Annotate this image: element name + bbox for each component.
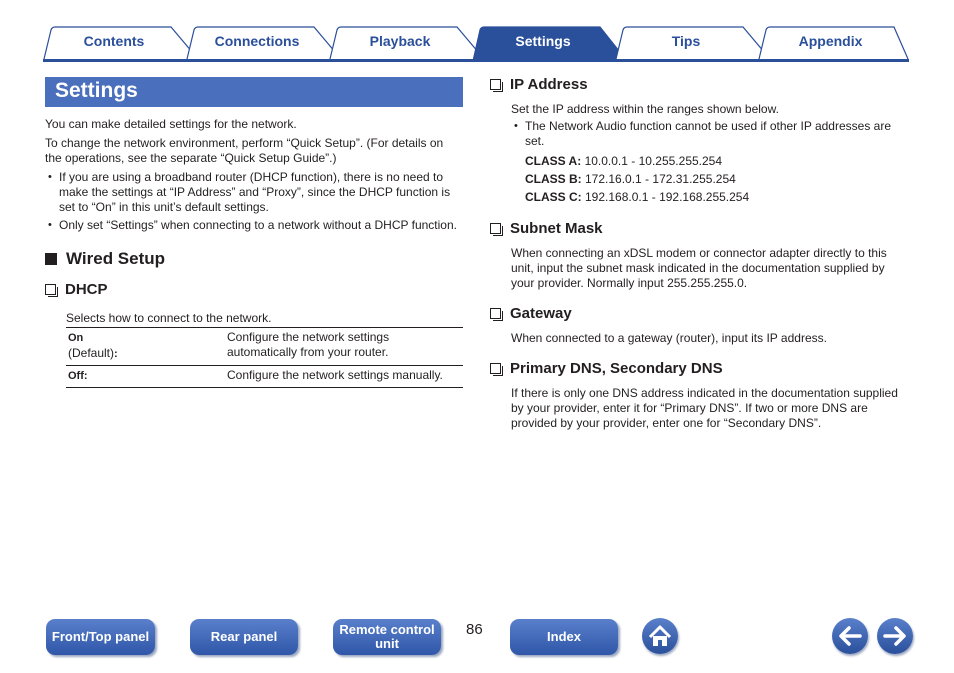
section-description: If there is only one DNS address indicated in the documentation supplied by your provider, enter it for “Primary DNS”. If two or more DNS are provided by your provider, enter one for “Secondary DNS”.: [511, 386, 898, 430]
option-key: [66, 366, 225, 388]
section-heading-label: Wired Setup: [66, 249, 166, 268]
gateway-section: [490, 305, 910, 346]
tab-contents[interactable]: [43, 26, 199, 60]
left-column: [45, 77, 463, 388]
intro-text: To change the network environment, perform “Quick Setup”. (For details on the operations, see the separate “Quick Setup Guide”.): [45, 136, 444, 165]
checkbox-bullet-icon: [490, 79, 501, 90]
ip-class-row: [525, 170, 910, 188]
intro-text: You can make detailed settings for the network.: [45, 117, 297, 131]
subsection-heading-label: Primary DNS, Secondary DNS: [510, 360, 723, 377]
ip-address-section: [490, 76, 910, 206]
subsection-heading: [490, 220, 910, 237]
page-title: Settings: [45, 77, 463, 107]
ip-class-range: 192.168.0.1 - 192.168.255.254: [581, 190, 750, 204]
tab-label: Settings: [515, 33, 571, 49]
options-table: [66, 327, 463, 388]
dhcp-description: Selects how to connect to the network.: [66, 311, 272, 325]
dns-section: [490, 360, 910, 431]
arrow-right-icon: [877, 618, 913, 654]
option-description: Configure the network settings automatically from your router.: [225, 328, 463, 366]
home-button[interactable]: [642, 618, 678, 654]
ip-class-list: [525, 152, 910, 206]
ip-class-label: CLASS B:: [525, 172, 582, 186]
tab-label: Contents: [83, 33, 145, 49]
ip-class-label: CLASS C:: [525, 190, 582, 204]
subsection-heading-label: Gateway: [510, 305, 572, 322]
right-column: [490, 76, 910, 445]
next-page-button[interactable]: [877, 618, 913, 654]
note-list: [45, 170, 463, 233]
remote-control-unit-button[interactable]: Remote control unit: [333, 619, 441, 655]
subnet-mask-section: [490, 220, 910, 291]
tab-appendix[interactable]: [758, 26, 909, 60]
option-name: On: [68, 332, 84, 344]
page-number: 86: [466, 621, 483, 638]
checkbox-bullet-icon: [490, 363, 501, 374]
ip-class-label: CLASS A:: [525, 154, 582, 168]
note-list: [511, 119, 910, 149]
list-item: • If you are using a broadband router (DHCP function), there is no need to make the settings at “IP Address” and “Proxy”, since the DHCP function is set to “On” in this unit’s default settings.: [45, 170, 463, 215]
tab-label: Connections: [214, 33, 300, 49]
section-description: When connecting an xDSL modem or connector adapter directly to this unit, input the subnet mask indicated in the documentation supplied by your provider. Normally input 255.255.255.0.: [511, 246, 887, 290]
tab-bar: [43, 26, 909, 62]
list-item: • Only set “Settings” when connecting to a network without a DHCP function.: [45, 218, 463, 233]
ip-class-row: [525, 188, 910, 206]
option-colon: :: [114, 348, 118, 360]
tab-tips[interactable]: [615, 26, 771, 60]
subsection-heading: [45, 281, 463, 298]
subsection-heading-label: IP Address: [510, 76, 588, 93]
subsection-heading: [490, 360, 910, 377]
square-bullet-icon: [45, 253, 57, 265]
section-description: Set the IP address within the ranges shown below.: [511, 102, 779, 116]
rear-panel-button[interactable]: Rear panel: [190, 619, 298, 655]
table-row: [66, 366, 463, 388]
tab-connections[interactable]: [186, 26, 342, 60]
previous-page-button[interactable]: [832, 618, 868, 654]
section-description: When connected to a gateway (router), input its IP address.: [511, 331, 827, 345]
index-button[interactable]: Index: [510, 619, 618, 655]
tab-label: Playback: [369, 33, 431, 49]
section-heading: [45, 249, 463, 269]
tab-label: Tips: [671, 33, 701, 49]
ip-class-range: 10.0.0.1 - 10.255.255.254: [581, 154, 723, 168]
checkbox-bullet-icon: [490, 308, 501, 319]
option-default: (Default): [68, 346, 115, 360]
front-top-panel-button[interactable]: Front/Top panel: [46, 619, 155, 655]
tab-label: Appendix: [798, 33, 863, 49]
option-description: Configure the network settings manually.: [225, 366, 463, 388]
home-icon: [642, 618, 678, 654]
tab-underline: [43, 59, 909, 62]
ip-class-row: [525, 152, 910, 170]
subsection-heading-label: DHCP: [65, 281, 108, 298]
checkbox-bullet-icon: [490, 223, 501, 234]
tab-settings[interactable]: [472, 26, 628, 60]
option-name: Off:: [68, 370, 88, 382]
arrow-left-icon: [832, 618, 868, 654]
tab-playback[interactable]: [329, 26, 485, 60]
option-key: [66, 328, 225, 366]
list-item: • The Network Audio function cannot be used if other IP addresses are set.: [511, 119, 910, 149]
ip-class-range: 172.16.0.1 - 172.31.255.254: [581, 172, 736, 186]
subsection-heading: [490, 305, 910, 322]
subsection-heading: [490, 76, 910, 93]
subsection-heading-label: Subnet Mask: [510, 220, 603, 237]
checkbox-bullet-icon: [45, 284, 56, 295]
table-row: [66, 328, 463, 366]
